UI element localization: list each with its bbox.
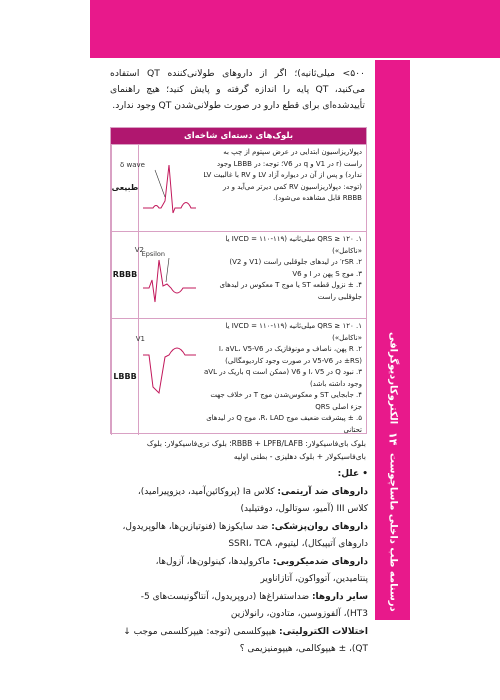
cause-item bbox=[118, 484, 368, 518]
causes-title: • علل: bbox=[337, 469, 368, 479]
top-color-bar bbox=[90, 0, 500, 58]
book-title: درسنامه طب داخلی ماساچوست bbox=[387, 453, 399, 612]
v2-label: V2 bbox=[134, 246, 144, 254]
desc-line: ۴. ± نزول قطعه ST یا موج T معکوس در لیدهای جلوقلبی راست bbox=[219, 281, 362, 301]
cause-text: کلاس Ia (پروکائین‌آمید، دیزوپیرامید)، کلاس III (آمیو، سوتالول، دوفتیلید) bbox=[137, 487, 368, 514]
row-name: طبیعی bbox=[111, 145, 138, 231]
cause-item bbox=[118, 589, 368, 623]
table-footnote: بلوک بای‌فاسیکولار: RBBB + LPFB/LAFB؛ بلوک تری‌فاسیکولار: بلوک بای‌فاسیکولار + بلوک دهلیزی - بطنی اولیه bbox=[146, 439, 366, 461]
page-number: ۱۴ bbox=[386, 431, 400, 446]
row-description bbox=[199, 145, 366, 231]
causes-list bbox=[118, 466, 368, 659]
table-row bbox=[111, 231, 366, 318]
desc-line: دپولاریزاسیون ابتدایی در عرض سپتوم از چپ به راست (r در V1 و q در V6؛ توجه: در LBBB وجود ندارد) و پس از آن در دیواره آزاد LV و RV با غالبیت LV (توجه: دپولاریزاسیون RV کمی دیرتر می‌آید و در RBBB قابل مشاهده می‌شود). bbox=[203, 148, 362, 202]
intro-paragraph: ۵۰۰> میلی‌ثانیه)؛ اگر از داروهای طولانی‌کننده QT استفاده می‌کنید، QT پایه را اندازه گرفته و پایش کنید؛ هیچ راهنمای تأییدشده‌ای برای قطع دارو در صورت طولانی‌شدن QT وجود ندارد. bbox=[110, 68, 365, 111]
cause-item bbox=[118, 624, 368, 658]
ecg-cell bbox=[134, 232, 199, 318]
desc-line: ۲. rSR′ در لیدهای جلوقلبی راست (V1 و V2) bbox=[229, 258, 362, 266]
cause-text: ضداستفراغ‌ها (دروپریدول، آنتاگونیست‌های 5-HT3)، آلفوزوسین، متادون، رانولازین bbox=[140, 592, 368, 619]
cause-label: داروهای ضد آریتمی: bbox=[277, 487, 368, 497]
desc-line: ۳. موج S پهن در I و V6 bbox=[292, 269, 362, 278]
delta-wave-label: δ wave bbox=[120, 161, 145, 169]
cause-label: داروهای روان‌پزشکی: bbox=[271, 522, 368, 532]
ecg-cell bbox=[135, 319, 199, 435]
ecg-lbbb-trace bbox=[135, 327, 197, 397]
cause-text: ضد سایکوزها (فنوتیازین‌ها، هالوپریدول، داروهای آتیپیکال)، لیتیوم، SSRI، TCA bbox=[122, 522, 368, 549]
cause-label: سایر داروها: bbox=[311, 592, 368, 602]
cause-item bbox=[118, 554, 368, 588]
row-description bbox=[199, 319, 366, 435]
cause-item bbox=[118, 519, 368, 553]
desc-line: ۴. جابجایی ST و معکوس‌شدن موج T در خلاف جهت جزء اصلی QRS bbox=[210, 391, 362, 411]
cause-label: اختلالات الکترولیتی: bbox=[279, 627, 368, 637]
desc-line: ۵. ± پیشرفت ضعیف موج R، LAD، موج Q در لیدهای تحتانی bbox=[206, 414, 362, 434]
bundle-branch-block-table bbox=[110, 127, 367, 434]
cause-label: داروهای ضدمیکروبی: bbox=[272, 557, 368, 567]
row-description bbox=[199, 232, 366, 318]
table-row bbox=[111, 318, 366, 435]
desc-line: ۱. QRS ≥ ۱۲۰ میلی‌ثانیه (۱۱۹-۱۱۰ = IVCD یا «ناکامل») bbox=[225, 322, 362, 342]
epsilon-label: Epsilon bbox=[141, 250, 165, 258]
table-row bbox=[111, 144, 366, 231]
cause-text: ماکرولیدها، کینولون‌ها، آزول‌ها، پنتامیدین، آتوواکون، آتازاناویر bbox=[155, 557, 368, 584]
cause-text: هیپوکلسمی (توجه: هیپرکلسمی موجب ↓ QT)، ± هیپوکالمی، هیپومنیزیمی ؟ bbox=[123, 627, 368, 654]
desc-line: ۱. QRS ≥ ۱۲۰ میلی‌ثانیه (۱۱۹-۱۱۰ = IVCD یا «ناکامل») bbox=[225, 235, 362, 255]
desc-line: ۲. R پهن، ناصاف و مونوفازیک در I، aVL، V5-V6 (RS± در V5-V6 در صورت وجود کاردیومگالی) bbox=[218, 345, 362, 365]
chapter-title: الکتروکاردیوگرافی bbox=[387, 331, 399, 424]
side-chapter-label bbox=[381, 72, 405, 612]
row-name: LBBB bbox=[111, 319, 138, 435]
desc-line: ۳. نبود Q در I، V5 و V6 (ممکن است q باریک در aVL وجود داشته باشد) bbox=[204, 368, 362, 388]
v1-label: V1 bbox=[135, 335, 145, 343]
row-name: RBBB bbox=[111, 232, 138, 318]
ecg-rbbb-trace bbox=[134, 240, 197, 310]
table-header: بلوک‌های دسته‌ای شاخه‌ای bbox=[111, 128, 366, 144]
